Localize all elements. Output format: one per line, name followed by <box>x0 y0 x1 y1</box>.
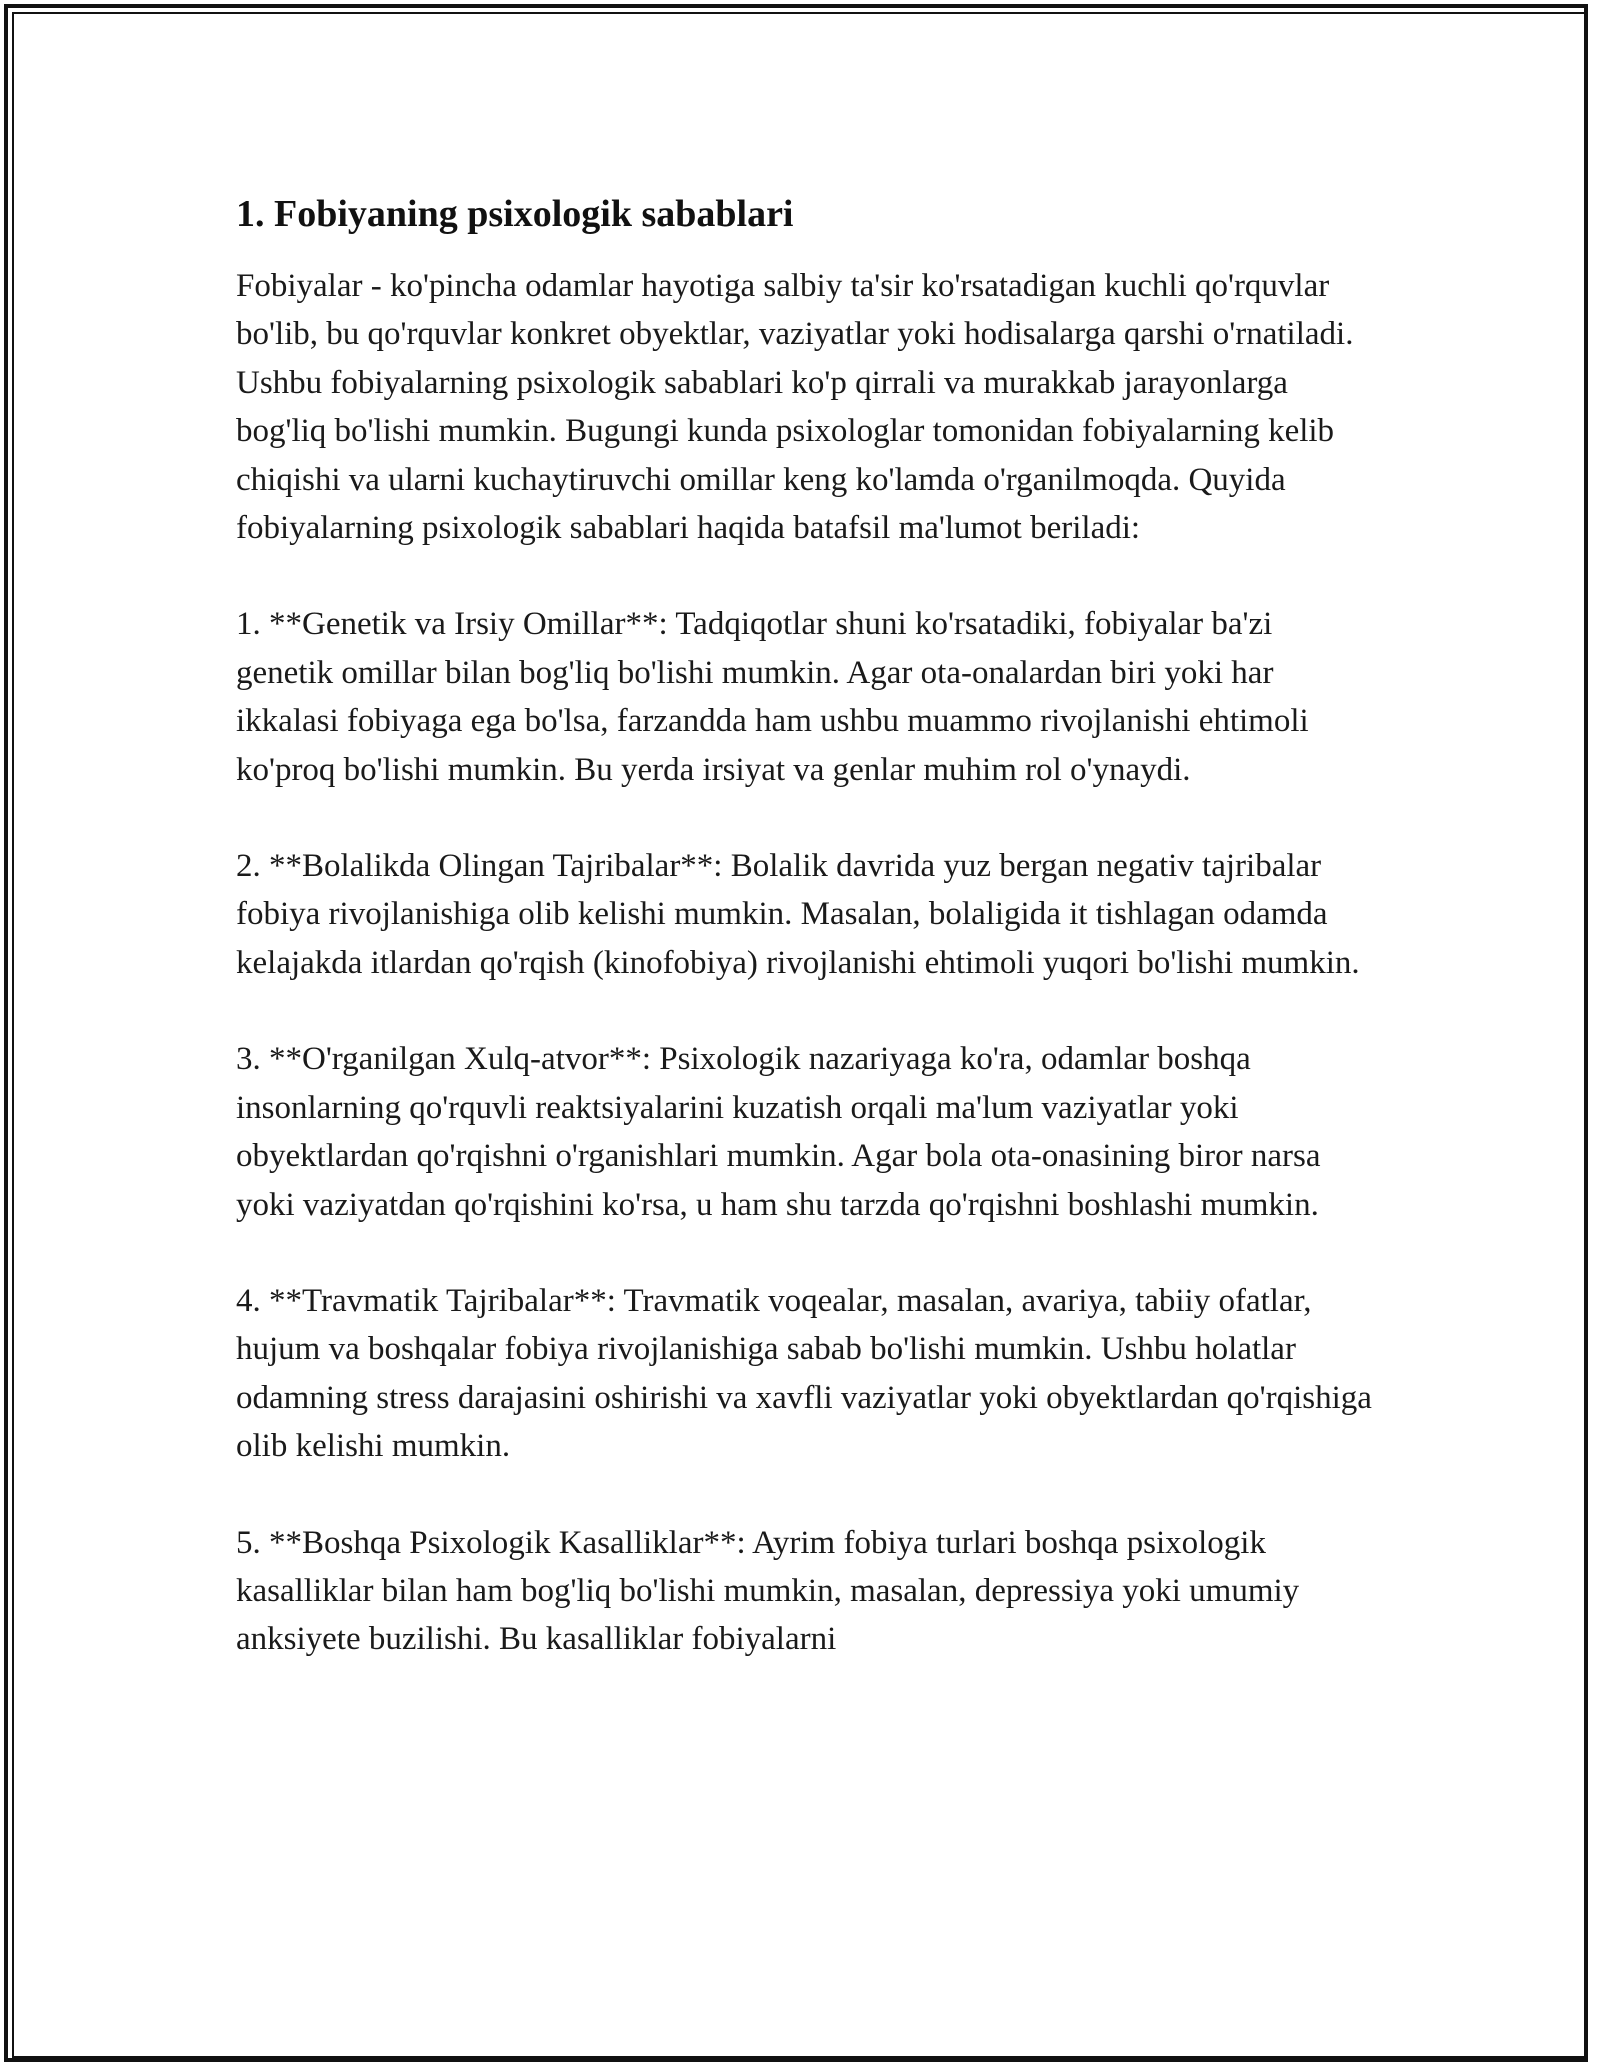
section-heading: 1. Fobiyaning psixologik sabablari <box>236 193 794 235</box>
list-item-traumatic-experiences: 4. **Travmatik Tajribalar**: Travmatik voqealar, masalan, avariya, tabiiy ofatlar, hujum va boshqalar fobiya rivojlanishiga sabab bo'lishi mumkin. Ushbu holatlar odamning stress darajasini oshirishi va xavfli vaziyatlar yoki obyektlardan qo'rqishiga olib kelishi mumkin. <box>236 1282 1372 1465</box>
intro-paragraph: Fobiyalar - ko'pincha odamlar hayotiga salbiy ta'sir ko'rsatadigan kuchli qo'rquvlar bo'lib, bu qo'rquvlar konkret obyektlar, vaziyatlar yoki hodisalarga qarshi o'rnatiladi. Ushbu fobiyalarning psixologik sabablari ko'p qirrali va murakkab jarayonlarga bog'liq bo'lishi mumkin. Bugungi kunda psixologlar tomonidan fobiyalarning kelib chiqishi va ularni kuchaytiruvchi omillar keng ko'lamda o'rganilmoqda. Quyida fobiyalarning psixologik sabablari haqida batafsil ma'lumot beriladi: <box>236 268 1354 547</box>
list-item-learned-behavior: 3. **O'rganilgan Xulq-atvor**: Psixologik nazariyaga ko'ra, odamlar boshqa insonlarning qo'rquvli reaktsiyalarini kuzatish orqali ma'lum vaziyatlar yoki obyektlardan qo'rqishni o'rganishlari mumkin. Agar bola ota-onasining biror narsa yoki vaziyatdan qo'rqishini ko'rsa, u ham shu tarzda qo'rqishni boshlashi mumkin. <box>236 1041 1321 1223</box>
list-item-other-disorders: 5. **Boshqa Psixologik Kasalliklar**: Ayrim fobiya turlari boshqa psixologik kasalliklar bilan ham bog'liq bo'lishi mumkin, masalan, depressiya yoki umumiy anksiyete buzilishi. Bu kasalliklar fobiyalarni <box>236 1524 1300 1658</box>
document-body <box>236 188 1376 1712</box>
list-item-genetic-factors: 1. **Genetik va Irsiy Omillar**: Tadqiqotlar shuni ko'rsatadiki, fobiyalar ba'zi genetik omillar bilan bog'liq bo'lishi mumkin. Agar ota-onalardan biri yoki har ikkalasi fobiyaga ega bo'lsa, farzandda ham ushbu muammo rivojlanishi ehtimoli ko'proq bo'lishi mumkin. Bu yerda irsiyat va genlar muhim rol o'ynaydi. <box>236 606 1309 788</box>
list-item-childhood-experiences: 2. **Bolalikda Olingan Tajribalar**: Bolalik davrida yuz bergan negativ tajribalar fobiya rivojlanishiga olib kelishi mumkin. Masalan, bolaligida it tishlagan odamda kelajakda itlardan qo'rqish (kinofobiya) rivojlanishi ehtimoli yuqori bo'lishi mumkin. <box>236 848 1360 981</box>
